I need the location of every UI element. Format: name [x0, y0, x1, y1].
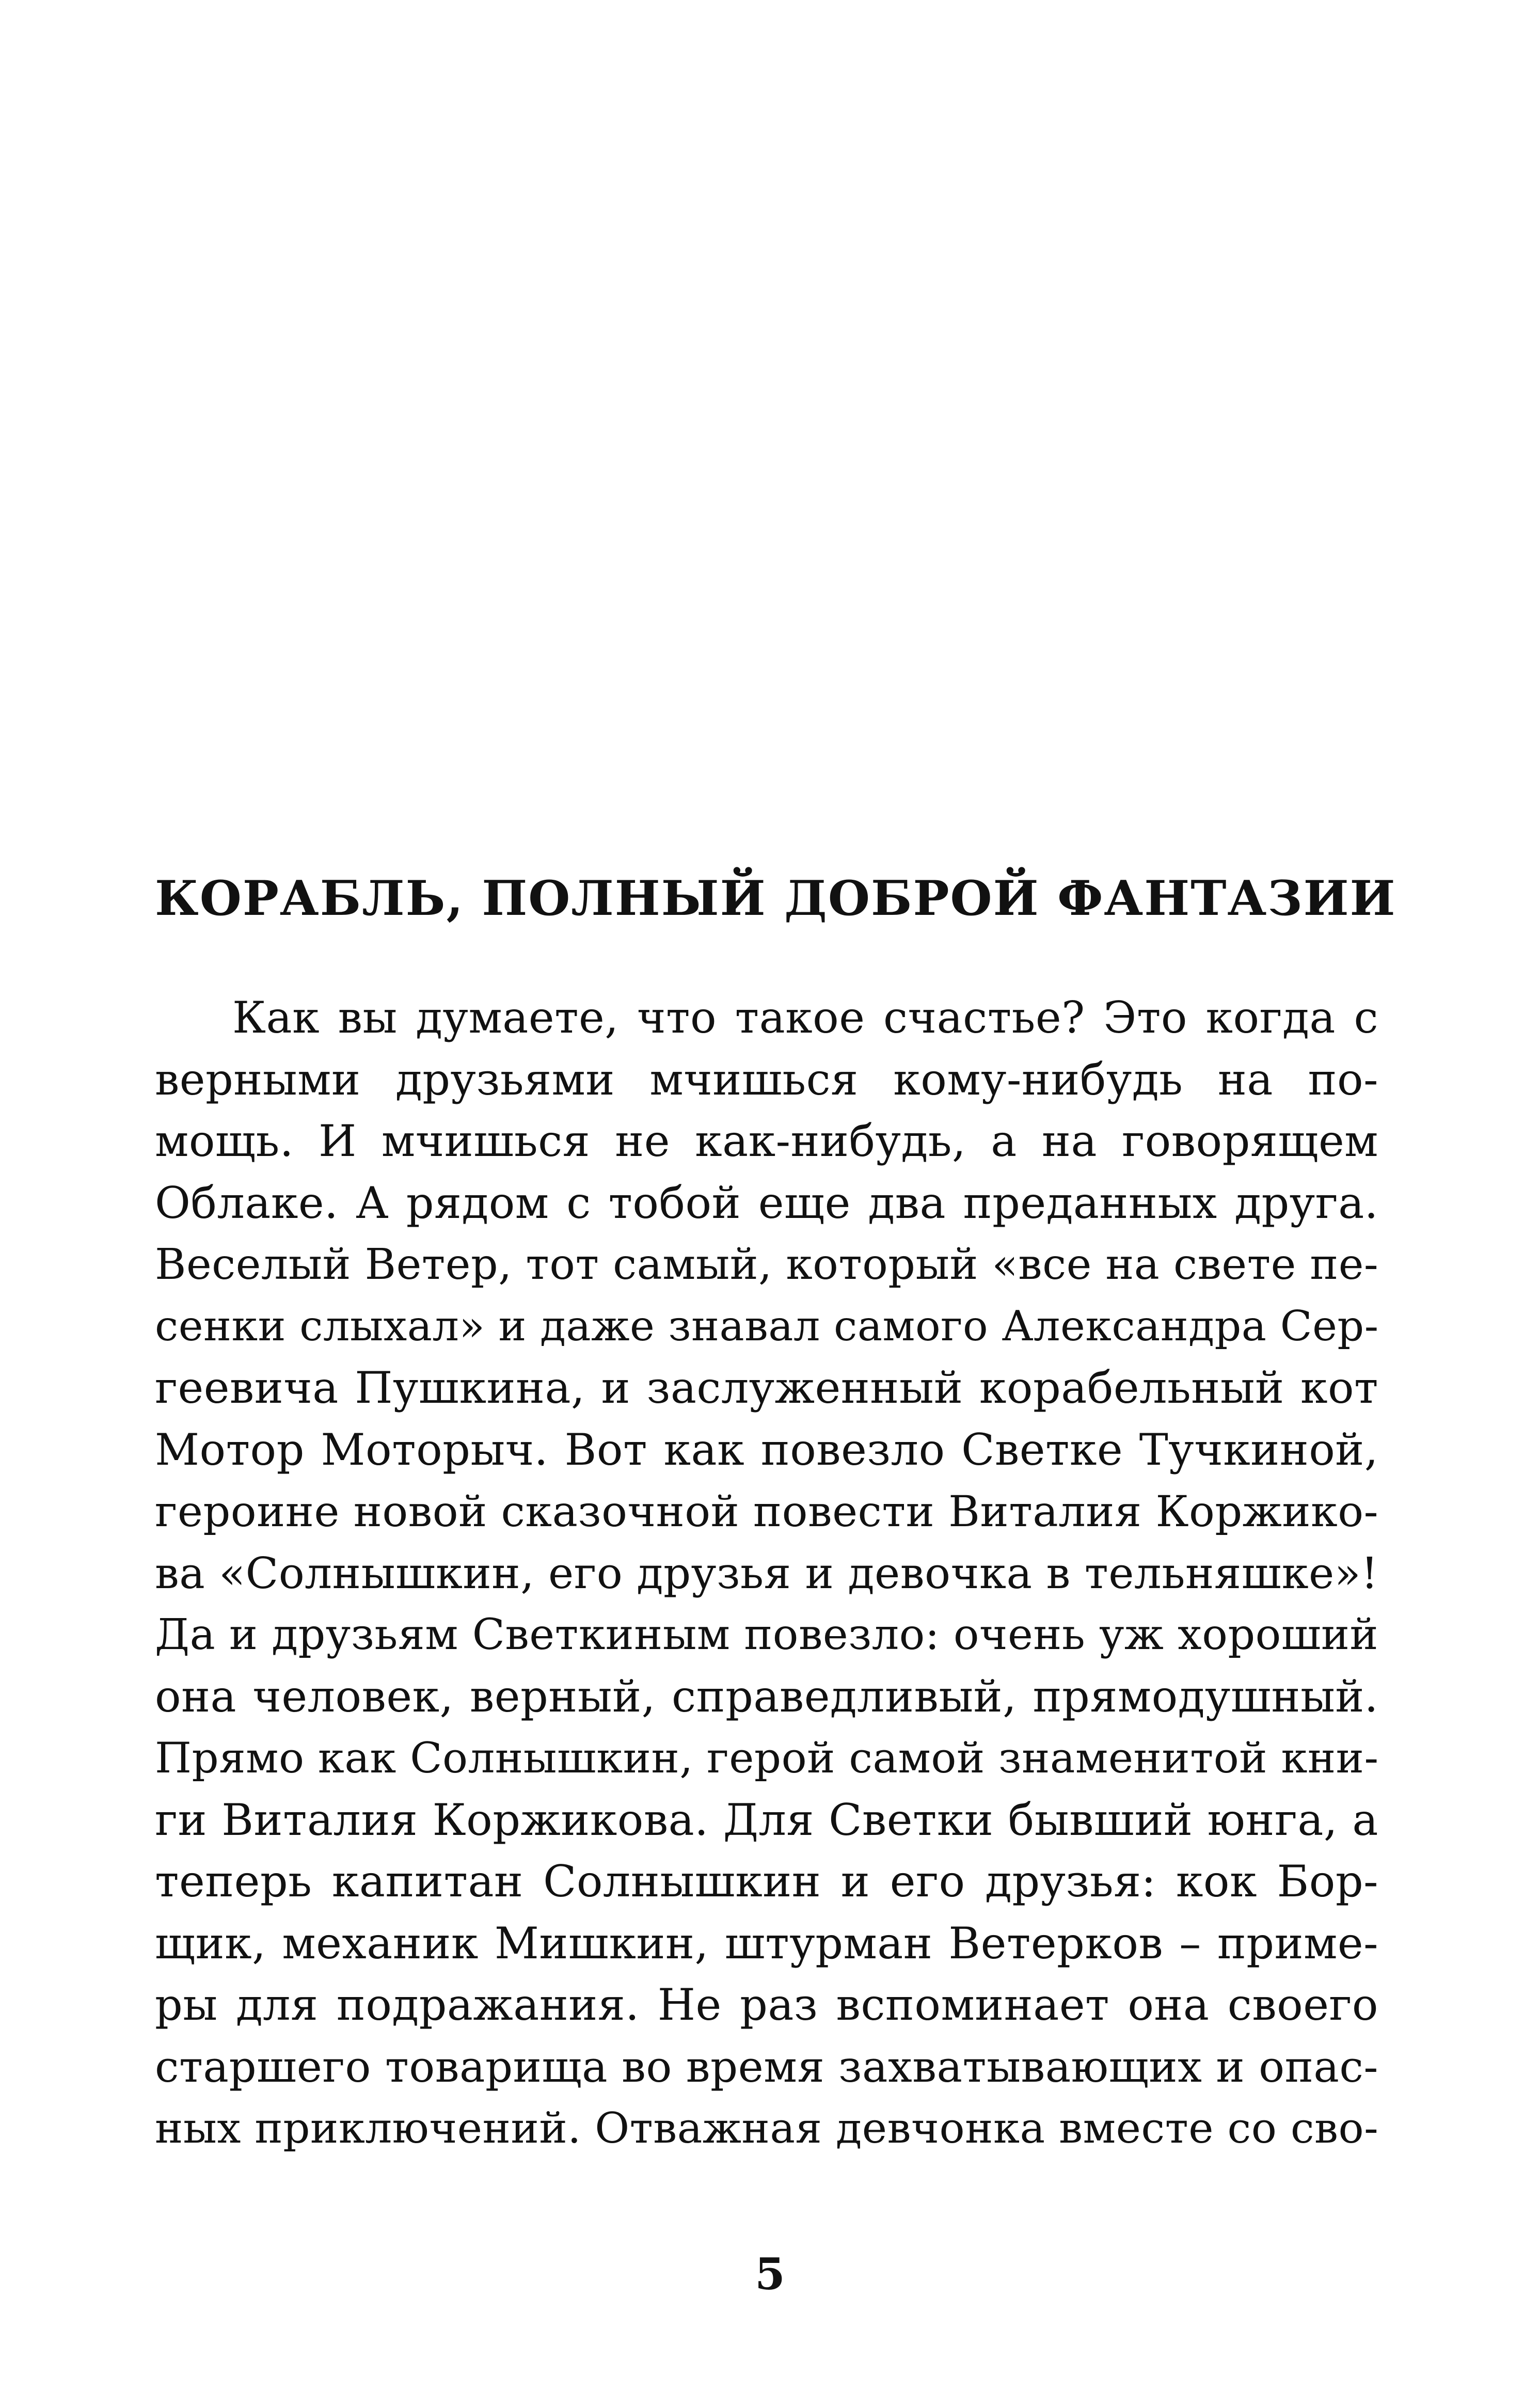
text-line: сенки слыхал» и даже знавал самого Александра Сер-	[155, 1302, 1379, 1351]
text-line: Как вы думаете, что такое счастье? Это когда с	[232, 992, 1378, 1043]
text-line: геевича Пушкина, и заслуженный корабельный кот	[155, 1363, 1378, 1413]
text-line: ги Виталия Коржикова. Для Светки бывший юнга, а	[155, 1794, 1378, 1845]
text-line: героине новой сказочной повести Виталия Коржико-	[155, 1486, 1379, 1536]
body-text	[155, 987, 1378, 2160]
text-line: верными друзьями мчишься кому-нибудь на по-	[155, 1054, 1378, 1105]
text-line: теперь капитан Солнышкин и его друзья: кок Бор-	[155, 1856, 1378, 1907]
text-line: ва «Солнышкин, его друзья и девочка в тельняшке»!	[155, 1548, 1378, 1598]
text-line: Облаке. А рядом с тобой еще два преданных друга.	[155, 1177, 1378, 1228]
page-number: 5	[755, 2248, 785, 2300]
text-line: ры для подражания. Не раз вспоминает она своего	[155, 1979, 1378, 2030]
text-line: Веселый Ветер, тот самый, который «все на свете пе-	[155, 1240, 1379, 1289]
text-line: ных приключений. Отважная девчонка вместе со сво-	[155, 2104, 1379, 2153]
chapter-heading: КОРАБЛЬ, ПОЛНЫЙ ДОБРОЙ ФАНТАЗИИ	[155, 870, 1396, 926]
text-line: щик, механик Мишкин, штурман Ветерков – приме-	[155, 1918, 1378, 1969]
text-line: Мотор Моторыч. Вот как повезло Светке Тучкиной,	[155, 1424, 1378, 1475]
text-line: мощь. И мчишься не как-нибудь, а на говорящем	[155, 1116, 1378, 1166]
text-line: Да и друзьям Светкиным повезло: очень уж хороший	[155, 1610, 1379, 1659]
text-line: она человек, верный, справедливый, прямодушный.	[155, 1671, 1378, 1722]
text-line: Прямо как Солнышкин, герой самой знаменитой кни-	[155, 1734, 1379, 1783]
text-line: старшего товарища во время захватывающих и опас-	[155, 2041, 1378, 2092]
